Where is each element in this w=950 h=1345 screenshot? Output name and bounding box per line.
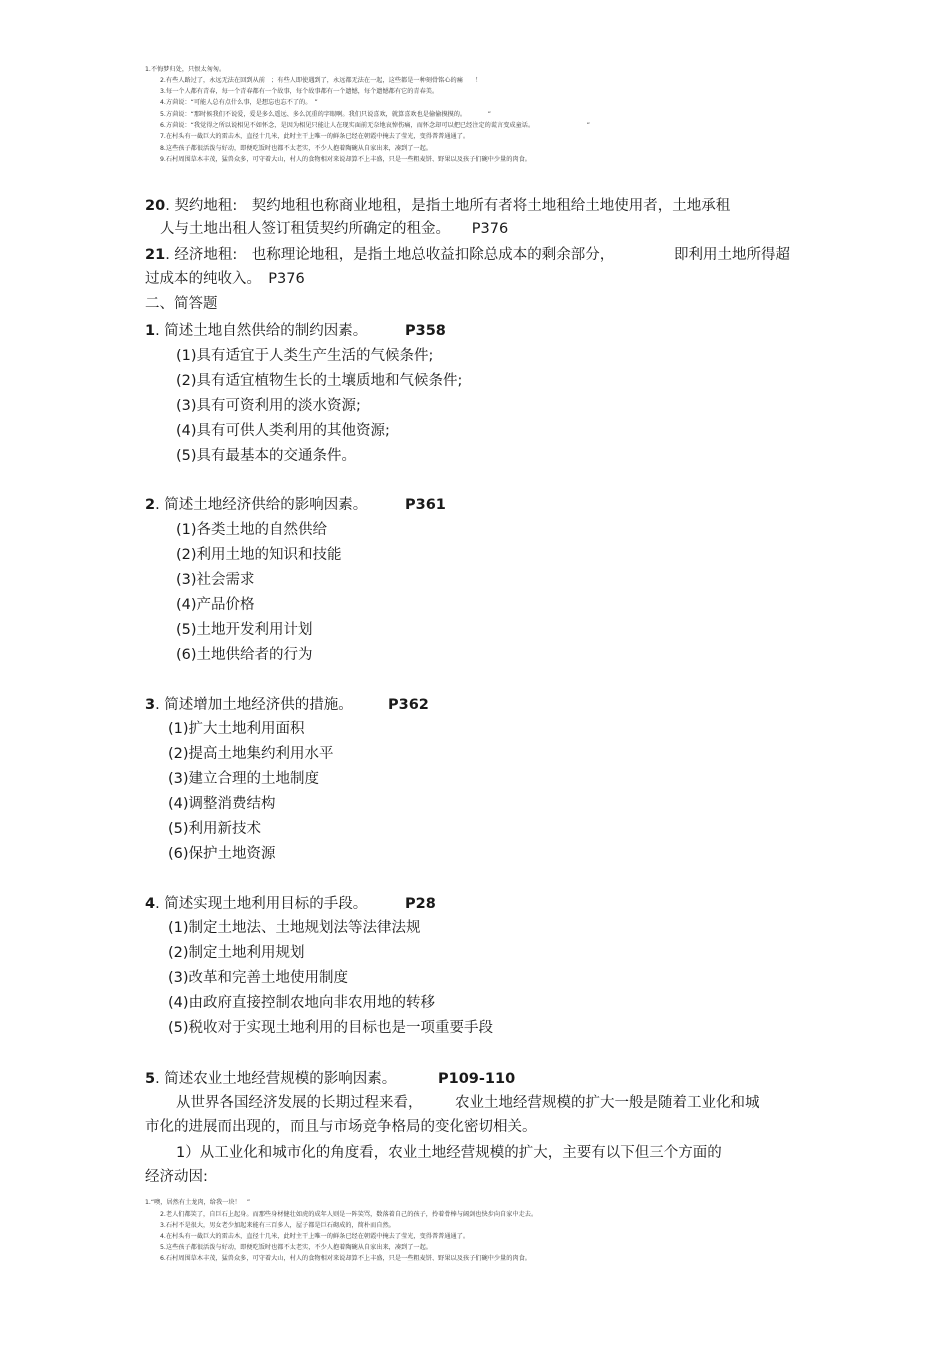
question-1	[145, 321, 367, 341]
item-number: 21	[145, 247, 166, 263]
note-line: 6.方茴说：“我觉得之所以说相见不如怀念，是因为相见只能让人在现实面前无奈地哀悼伤痛，而怀念却可以把已经注定的谎言变成童话。 ”	[160, 122, 590, 129]
question-2	[145, 495, 367, 515]
definition-21-cont: 过成本的纯收入。 P376	[145, 271, 305, 287]
note-line: 5.方茴说：“那时候我们不说爱，爱是多么遥远、多么沉重的字眼啊。我们只说喜欢，就算喜欢也是偷偷摸摸的。 ”	[160, 111, 491, 118]
answer-item: (4)产品价格	[176, 597, 255, 613]
paragraph-text: 农业土地经营规模的扩大一般是随着工业化和城	[455, 1095, 760, 1111]
page-reference: P28	[405, 896, 436, 912]
answer-item: (2)制定土地利用规划	[168, 945, 305, 961]
note-line: 7.在村头有一截巨大的雷击木，直径十几米，此时主干上唯一的鲜条已经在朝霞中掩去了莹光，变得普普通通了。	[160, 133, 470, 140]
note-line: 5.这些孩子都很活泼与好动，即便吃饭时也都不太老实，不少人抱着陶碗从自家出来，凑到了一起。	[160, 1244, 432, 1251]
definition-21	[145, 245, 614, 265]
definition-20	[145, 196, 730, 216]
paragraph-text: 市化的进展而出现的，而且与市场竞争格局的变化密切相关。	[145, 1119, 537, 1135]
definition-text: . 契约地租: 契约地租也称商业地租，是指土地所有者将土地租给土地使用者，土地承租	[165, 198, 731, 214]
answer-item: (2)利用土地的知识和技能	[176, 547, 342, 563]
answer-item: (2)提高土地集约利用水平	[168, 746, 334, 762]
answer-item: (3)改革和完善土地使用制度	[168, 970, 349, 986]
answer-item: (3)具有可资利用的淡水资源;	[176, 398, 361, 414]
definition-20-cont: 人与土地出租人签订租赁契约所确定的租金。 P376	[160, 221, 509, 237]
question-title: . 简述增加土地经济供的措施。	[155, 697, 353, 713]
question-4	[145, 894, 367, 914]
answer-item: (1)扩大土地利用面积	[168, 721, 305, 737]
note-line: 9.石村周围草木丰茂，猛兽众多，可守着大山，村人的食物相对来说却算不上丰盛，只是一些粗麦饼、野果以及孩子们碗中少量的肉食。	[160, 156, 531, 163]
paragraph-text: 从世界各国经济发展的长期过程来看，	[176, 1095, 423, 1111]
note-line: 4.在村头有一截巨大的雷击木，直径十几米，此时主干上唯一的鲜条已经在朝霞中掩去了莹光，变得普普通通了。	[160, 1233, 470, 1240]
question-title: . 简述实现土地利用目标的手段。	[155, 896, 368, 912]
answer-item: (1)具有适宜于人类生产生活的气候条件;	[176, 348, 434, 364]
section-title: 二、简答题	[145, 296, 218, 312]
question-number: 1	[145, 323, 156, 339]
answer-item: (5)利用新技术	[168, 821, 262, 837]
answer-item: (4)由政府直接控制农地向非农用地的转移	[168, 995, 436, 1011]
definition-21-tail: 即利用土地所得超	[674, 247, 790, 263]
answer-item: (3)建立合理的土地制度	[168, 771, 320, 787]
question-number: 4	[145, 896, 156, 912]
note-line: 2.老人们都笑了，自巨石上起身。而那些身材健壮如虎的成年人则是一阵笑骂，数落着自己的孩子，拎着骨棒与阔剑也快步向自家中走去。	[160, 1211, 538, 1218]
answer-item: (1)制定土地法、土地规划法等法律法规	[168, 920, 421, 936]
note-line: 3.石村不是很大，男女老少加起来能有三百多人，屋子都是巨石砌成的，简朴而自然。	[160, 1222, 395, 1229]
question-title: . 简述土地自然供给的制约因素。	[155, 323, 368, 339]
paragraph-text: 1）从工业化和城市化的角度看，农业土地经营规模的扩大，主要有以下但三个方面的	[176, 1145, 722, 1161]
answer-item: (6)保护土地资源	[168, 846, 276, 862]
answer-item: (4)调整消费结构	[168, 796, 276, 812]
page-reference: P361	[405, 497, 446, 513]
question-3	[145, 695, 353, 715]
page-reference: P362	[388, 697, 429, 713]
answer-item: (5)具有最基本的交通条件。	[176, 448, 357, 464]
note-line: 4.方茴说：“可能人总有点什么事，是想忘也忘不了的。 ”	[160, 99, 318, 106]
item-number: 20	[145, 198, 166, 214]
question-number: 2	[145, 497, 156, 513]
page-reference: P358	[405, 323, 446, 339]
note-line: 6.石村周围草木丰茂，猛兽众多，可守着大山，村人的食物相对来说却算不上丰盛，只是一些粗麦饼、野果以及孩子们碗中少量的肉食。	[160, 1255, 531, 1262]
note-line: 8.这些孩子都很活泼与好动，即便吃饭时也都不太老实，不少人抱着陶碗从自家出来，凑到了一起。	[160, 145, 432, 152]
question-number: 5	[145, 1071, 156, 1087]
question-5	[145, 1069, 396, 1089]
note-line: 2.有些人路过了，永远无法在回到从前 ；有些人即使遇到了，永远都无法在一起，这些都是一种刻骨铭心的痛 ！	[160, 77, 482, 84]
question-title: . 简述农业土地经营规模的影响因素。	[155, 1071, 397, 1087]
answer-item: (2)具有适宜植物生长的土壤质地和气候条件;	[176, 373, 463, 389]
definition-text: . 经济地租: 也称理论地租，是指土地总收益扣除总成本的剩余部分，	[165, 247, 615, 263]
page-reference: P109-110	[438, 1071, 516, 1087]
note-line: 1.不悔梦归处，只恨太匆匆。	[145, 66, 226, 73]
answer-item: (6)土地供给者的行为	[176, 647, 313, 663]
paragraph-text: 经济动因:	[145, 1169, 208, 1185]
note-line: 3.每一个人都有青春，每一个青春都有一个故事，每个故事都有一个遗憾，每个遗憾都有它的青春美。	[160, 88, 439, 95]
note-line: 1.“噢，居然有土龙肉，给我一块！ ”	[145, 1199, 251, 1206]
answer-item: (5)税收对于实现土地利用的目标也是一项重要手段	[168, 1020, 494, 1036]
question-number: 3	[145, 697, 156, 713]
answer-item: (5)土地开发利用计划	[176, 622, 313, 638]
answer-item: (4)具有可供人类利用的其他资源;	[176, 423, 390, 439]
answer-item: (3)社会需求	[176, 572, 255, 588]
answer-item: (1)各类土地的自然供给	[176, 522, 328, 538]
question-title: . 简述土地经济供给的影响因素。	[155, 497, 368, 513]
